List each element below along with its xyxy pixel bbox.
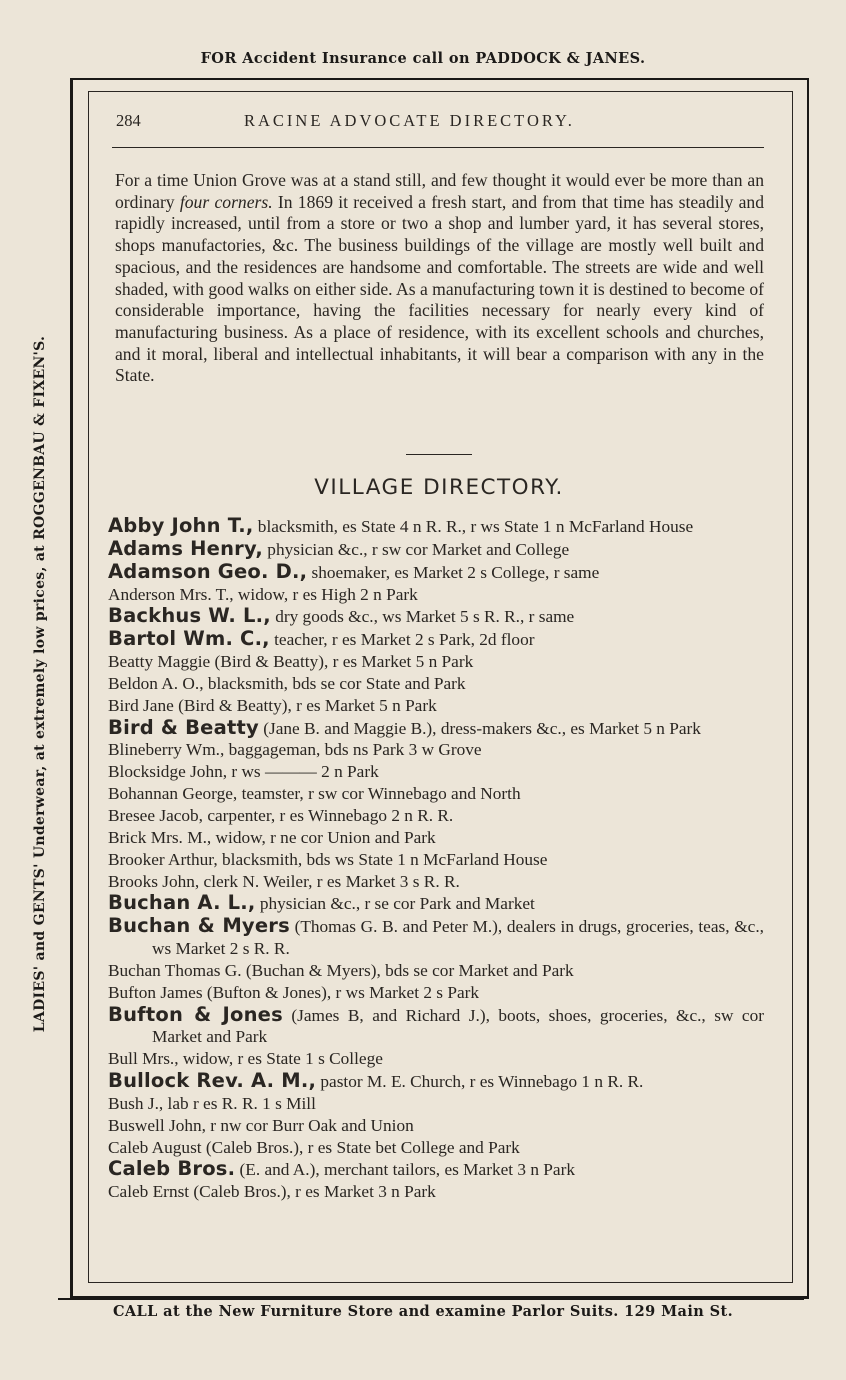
entry-name: Bohannan George, — [108, 784, 238, 804]
entry-name: Bufton & Jones — [108, 1002, 283, 1026]
outer-page-border-base — [58, 1298, 804, 1300]
entry-name: Beatty Maggie — [108, 652, 211, 672]
intro-paragraph — [115, 170, 764, 387]
intro-text-end: In 1869 it received a fresh start, and from that time has steadily and rapidly increased, until from a store or two a shop and lumber yard, it has several stores, shops manufactories, &c. The business buildings of the village are mostly well built and spacious, and the residences are handsome and comfortable. The streets are wide and well shaded, with good walks on either side. As a manufacturing town it is destined to become of considerable importance, having the facilities necessary for nearly every kind of manufacturing business. As a place of residence, with its excellent schools and churches, and it moral, liberal and intellectual inhabitants, it will bear a comparison with any in the State. — [115, 191, 764, 386]
directory-entry — [108, 871, 764, 893]
entry-name: Brooks John, — [108, 871, 200, 891]
entry-name: Brooker Arthur, — [108, 849, 218, 869]
entry-details: carpenter, r es Winnebago 2 n R. R. — [203, 805, 454, 825]
entry-name: Brick Mrs. M., — [108, 827, 212, 847]
entry-details: (James B, and Richard J.), boots, shoes, groceries, &c., sw cor Market and Park — [152, 1005, 764, 1047]
running-header — [116, 111, 766, 135]
entry-name: Abby John T., — [108, 514, 254, 537]
entry-details: (Bird & Beatty), r es Market 5 n Park — [210, 652, 474, 672]
entry-name: Blocksidge John, — [108, 762, 228, 782]
directory-entry — [108, 1070, 764, 1093]
directory-entry — [108, 628, 764, 651]
entry-name: Bartol Wm. C., — [108, 627, 270, 651]
entry-name: Blineberry Wm., — [108, 740, 225, 760]
entry-name: Bird Jane — [108, 695, 174, 715]
directory-entry — [108, 1137, 764, 1159]
directory-entry — [108, 805, 764, 827]
entry-details: (Caleb Bros.), r es State bet College and Park — [201, 1137, 520, 1157]
directory-entry — [108, 605, 764, 628]
directory-entry — [108, 982, 764, 1004]
entry-name: Bufton James — [108, 982, 203, 1002]
intro-text-start: For a time Union Grove was at a stand still, and few thought it would ever be more than an ordinary — [115, 170, 764, 212]
entry-name: Buswell John, — [108, 1115, 206, 1135]
entry-name: Bird & Beatty — [108, 715, 259, 739]
directory-entry — [108, 960, 764, 982]
entry-name: Adamson Geo. D., — [108, 559, 308, 583]
directory-entry — [108, 651, 764, 673]
entry-name: Caleb August — [108, 1137, 202, 1157]
entry-name: Caleb Ernst — [108, 1182, 190, 1202]
entry-name: Bush J., — [108, 1093, 164, 1113]
entry-name: Adams Henry, — [108, 536, 263, 560]
entry-details: widow, r es State 1 s College — [178, 1049, 383, 1069]
entry-name: Bullock Rev. A. M., — [108, 1069, 317, 1093]
directory-entry — [108, 1158, 764, 1181]
entry-name: Buchan & Myers — [108, 914, 290, 938]
bottom-advertisement-banner: CALL at the New Furniture Store and examine Parlor Suits. 129 Main St. — [112, 1303, 734, 1320]
entry-details: (Jane B. and Maggie B.), dress-makers &c., es Market 5 n Park — [258, 718, 701, 738]
directory-entry — [108, 1093, 764, 1115]
entry-name: Bull Mrs., — [108, 1049, 179, 1069]
entry-details: (Bufton & Jones), r ws Market 2 s Park — [202, 982, 480, 1002]
entry-details: (Thomas G. B. and Peter M.), dealers in drugs, groceries, teas, &c., ws Market 2 s R. R. — [152, 917, 764, 959]
entry-details: blacksmith, es State 4 n R. R., r ws State 1 n McFarland House — [253, 517, 694, 536]
directory-entry — [108, 515, 764, 538]
top-advertisement-banner: FOR Accident Insurance call on PADDOCK & JANES. — [200, 50, 646, 67]
directory-entry — [108, 538, 764, 561]
entry-name: Buchan A. L., — [108, 891, 256, 915]
entry-details: (E. and A.), merchant tailors, es Market 3 n Park — [235, 1160, 575, 1180]
entry-details: (Caleb Bros.), r es Market 3 n Park — [189, 1182, 436, 1202]
directory-entry — [108, 1181, 764, 1203]
entry-details: widow, r es High 2 n Park — [233, 584, 418, 604]
directory-entry — [108, 1004, 764, 1049]
directory-entry — [108, 584, 764, 606]
entry-details: (Buchan & Myers), bds se cor Market and Park — [241, 960, 574, 980]
entry-name: Beldon A. O., — [108, 673, 204, 693]
directory-entry — [108, 561, 764, 584]
entry-details: blacksmith, bds se cor State and Park — [203, 673, 466, 693]
entry-details: physician &c., r sw cor Market and College — [262, 539, 570, 559]
directory-entry — [108, 849, 764, 871]
entry-details: shoemaker, es Market 2 s College, r same — [307, 562, 600, 582]
entry-details: teamster, r sw cor Winnebago and North — [237, 784, 521, 804]
directory-entry — [108, 892, 764, 915]
entry-name: Bresee Jacob, — [108, 805, 204, 825]
entry-name: Anderson Mrs. T., — [108, 584, 234, 604]
entry-details: clerk N. Weiler, r es Market 3 s R. R. — [199, 871, 460, 891]
entry-details: teacher, r es Market 2 s Park, 2d floor — [269, 630, 535, 650]
directory-entry — [108, 695, 764, 717]
entry-details: r nw cor Burr Oak and Union — [205, 1115, 414, 1135]
directory-entry — [108, 739, 764, 761]
entry-details: baggageman, bds ns Park 3 w Grove — [224, 740, 482, 760]
directory-entry — [108, 915, 764, 960]
entry-details: r ws ——— 2 n Park — [227, 762, 379, 782]
entry-name: Buchan Thomas G. — [108, 960, 242, 980]
page-number: 284 — [116, 111, 141, 130]
entry-details: physician &c., r se cor Park and Market — [255, 894, 535, 914]
intro-emphasis: four corners. — [179, 191, 273, 212]
directory-entry — [108, 673, 764, 695]
directory-entry — [108, 1115, 764, 1137]
side-advertisement-banner: LADIES' and GENTS' Underwear, at extremely low prices, at ROGGENBAU & FIXEN'S. — [32, 335, 48, 1033]
directory-entry — [108, 761, 764, 783]
section-divider — [406, 454, 472, 455]
directory-entry — [108, 717, 764, 740]
entry-details: dry goods &c., ws Market 5 s R. R., r same — [270, 607, 575, 627]
directory-entry — [108, 783, 764, 805]
entry-details: lab r es R. R. 1 s Mill — [163, 1093, 316, 1113]
entry-details: blacksmith, bds ws State 1 n McFarland House — [217, 849, 548, 869]
header-rule — [112, 147, 764, 148]
page-title: RACINE ADVOCATE DIRECTORY. — [244, 111, 575, 130]
directory-entry — [108, 1048, 764, 1070]
entry-details: widow, r ne cor Union and Park — [211, 827, 436, 847]
entry-name: Caleb Bros. — [108, 1157, 236, 1181]
directory-list — [108, 515, 764, 1203]
entry-name: Backhus W. L., — [108, 604, 271, 628]
directory-entry — [108, 827, 764, 849]
entry-details: (Bird & Beatty), r es Market 5 n Park — [173, 695, 437, 715]
section-title: VILLAGE DIRECTORY. — [314, 475, 564, 500]
entry-details: pastor M. E. Church, r es Winnebago 1 n R. R. — [316, 1072, 644, 1092]
